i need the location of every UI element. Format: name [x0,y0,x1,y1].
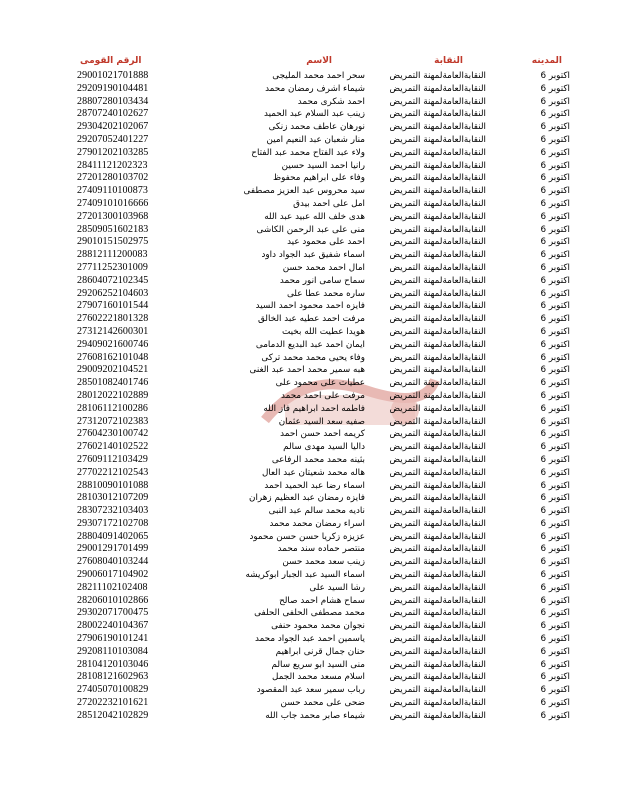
cell-national-id: 29010151502975 [77,236,149,248]
cell-city: اكتوبر 6 [540,429,570,440]
cell-union: النقابةالعامةلمهنة التمريض [389,454,486,465]
cell-national-id: 27405070100829 [77,684,149,696]
table-row [50,160,570,173]
cell-national-id: 28810090101088 [77,479,149,491]
cell-national-id: 27312142600301 [77,325,149,337]
table-row [50,288,570,301]
cell-union: النقابةالعامةلمهنة التمريض [389,326,486,337]
cell-union: النقابةالعامةلمهنة التمريض [389,237,486,248]
table-row [50,211,570,224]
cell-national-id: 27201280103702 [77,172,149,184]
cell-city: اكتوبر 6 [540,250,570,261]
cell-city: اكتوبر 6 [540,646,570,657]
cell-union: النقابةالعامةلمهنة التمريض [389,160,486,171]
table-row [50,300,570,313]
table-row [50,441,570,454]
cell-name: امل على احمد بيدق [293,198,365,209]
table-row [50,531,570,544]
cell-name: عطيات على محمود على [275,378,365,389]
cell-city: اكتوبر 6 [540,442,570,453]
cell-union: النقابةالعامةلمهنة التمريض [389,646,486,657]
cell-city: اكتوبر 6 [540,608,570,619]
cell-name: مرفت احمد عطيه عبد الخالق [257,314,365,325]
table-row [50,492,570,505]
cell-union: النقابةالعامةلمهنة التمريض [389,173,486,184]
cell-city: اكتوبر 6 [540,352,570,363]
cell-union: النقابةالعامةلمهنة التمريض [389,429,486,440]
cell-name: حنان جمال قرنى ابراهيم [275,646,365,657]
cell-name: ناديه محمد سالم عبد النبى [268,506,365,517]
cell-city: اكتوبر 6 [540,186,570,197]
table-row [50,710,570,723]
cell-name: اسماء رضا عبد الحميد احمد [264,480,365,491]
cell-union: النقابةالعامةلمهنة التمريض [389,570,486,581]
table-row [50,480,570,493]
cell-union: النقابةالعامةلمهنة التمريض [389,250,486,261]
cell-name: ضحى على محمد حسن [280,698,365,709]
cell-union: النقابةالعامةلمهنة التمريض [389,467,486,478]
cell-name: عزيزه زكريا حسن حسن محمود [249,531,365,542]
cell-national-id: 28307232103403 [77,505,149,517]
cell-union: النقابةالعامةلمهنة التمريض [389,96,486,107]
cell-national-id: 29009202104521 [77,364,149,376]
cell-name: اسماء شفيق عبد الجواد داود [261,250,365,261]
cell-national-id: 28604072102345 [77,274,149,286]
cell-city: اكتوبر 6 [540,685,570,696]
table-row [50,121,570,134]
cell-city: اكتوبر 6 [540,96,570,107]
table-row [50,505,570,518]
table-row [50,403,570,416]
cell-national-id: 27201300103968 [77,210,149,222]
table-row [50,556,570,569]
cell-name: رباب سمير سعد عبد المقصود [256,685,365,696]
cell-union: النقابةالعامةلمهنة التمريض [389,211,486,222]
table-row [50,582,570,595]
cell-national-id: 27609112103429 [77,453,149,465]
table-row [50,70,570,83]
cell-union: النقابةالعامةلمهنة التمريض [389,544,486,555]
cell-union: النقابةالعامةلمهنة التمريض [389,224,486,235]
cell-name: فاطمه احمد ابراهيم فاز الله [263,403,365,414]
table-row [50,543,570,556]
cell-name: كريمه احمد حسن احمد [280,429,365,440]
cell-city: اكتوبر 6 [540,710,570,721]
cell-national-id: 29001021701888 [77,70,149,81]
table-row [50,416,570,429]
cell-union: النقابةالعامةلمهنة التمريض [389,672,486,683]
cell-name: منى على عبد الرحمن الكاشى [256,224,365,235]
cell-name: احمد على محمود عيد [287,237,365,248]
cell-union: النقابةالعامةلمهنة التمريض [389,109,486,120]
cell-union: النقابةالعامةلمهنة التمريض [389,83,486,94]
cell-city: اكتوبر 6 [540,557,570,568]
table-row [50,313,570,326]
cell-national-id: 28411121202323 [77,159,148,171]
cell-union: النقابةالعامةلمهنة التمريض [389,403,486,414]
cell-name: منار شعبان عبد النعيم امين [266,134,365,145]
cell-national-id: 29307172102708 [77,517,149,529]
cell-city: اكتوبر 6 [540,467,570,478]
cell-union: النقابةالعامةلمهنة التمريض [389,480,486,491]
cell-national-id: 28807280103434 [77,95,149,107]
cell-national-id: 28812111200083 [77,249,148,261]
cell-name: اسراء رمضان محمد محمد [269,518,365,529]
cell-union: النقابةالعامةلمهنة التمريض [389,390,486,401]
cell-name: زينب عبد السلام عبد الحميد [263,109,365,120]
cell-city: اكتوبر 6 [540,326,570,337]
cell-name: ساره محمد عطا على [286,288,365,299]
cell-city: اكتوبر 6 [540,672,570,683]
cell-union: النقابةالعامةلمهنة التمريض [389,288,486,299]
cell-national-id: 28002240104367 [77,620,149,632]
header-name: الاسم [306,56,332,66]
cell-national-id: 27711252301009 [77,261,149,273]
cell-name: صفيه سعد السيد عثمان [278,416,365,427]
cell-city: اكتوبر 6 [540,544,570,555]
cell-city: اكتوبر 6 [540,403,570,414]
cell-city: اكتوبر 6 [540,570,570,581]
cell-union: النقابةالعامةلمهنة التمريض [389,198,486,209]
cell-national-id: 28512042102829 [77,709,149,721]
cell-union: النقابةالعامةلمهنة التمريض [389,378,486,389]
cell-city: اكتوبر 6 [540,493,570,504]
table-row [50,172,570,185]
cell-name: هاله محمد شعيتان عبد العال [261,467,365,478]
cell-union: النقابةالعامةلمهنة التمريض [389,608,486,619]
table-row [50,224,570,237]
cell-name: مرفت على احمد محمد [281,390,365,401]
cell-city: اكتوبر 6 [540,634,570,645]
cell-union: النقابةالعامةلمهنة التمريض [389,621,486,632]
table-row [50,390,570,403]
cell-national-id: 28104120103046 [77,658,149,670]
cell-national-id: 27312072102383 [77,415,149,427]
table-row [50,595,570,608]
cell-city: اكتوبر 6 [540,480,570,491]
cell-name: زينب سعد محمد حسن [282,557,365,568]
cell-name: ايمان احمد عبد البديع الدمامى [255,339,365,350]
cell-union: النقابةالعامةلمهنة التمريض [389,595,486,606]
cell-name: سيد محروس عبد العزيز مصطفى [243,186,365,197]
table-row [50,633,570,646]
cell-national-id: 29206252104603 [77,287,149,299]
cell-city: اكتوبر 6 [540,134,570,145]
table-row [50,83,570,96]
table-row [50,352,570,365]
cell-national-id: 27608040103244 [77,556,149,568]
cell-union: النقابةالعامةلمهنة التمريض [389,339,486,350]
cell-city: اكتوبر 6 [540,416,570,427]
cell-city: اكتوبر 6 [540,71,570,81]
cell-city: اكتوبر 6 [540,211,570,222]
cell-name: منتصر حماده سند محمد [277,544,365,555]
table-row [50,659,570,672]
cell-city: اكتوبر 6 [540,237,570,248]
cell-union: النقابةالعامةلمهنة التمريض [389,352,486,363]
table-row [50,569,570,582]
table-body [50,70,570,723]
cell-national-id: 28707240102627 [77,108,149,120]
member-table [50,56,570,723]
cell-union: النقابةالعامةلمهنة التمريض [389,365,486,376]
cell-national-id: 27409101016666 [77,197,149,209]
cell-name: سحر احمد محمد المليجى [272,71,365,81]
cell-union: النقابةالعامةلمهنة التمريض [389,301,486,312]
cell-city: اكتوبر 6 [540,506,570,517]
cell-city: اكتوبر 6 [540,621,570,632]
cell-union: النقابةالعامةلمهنة التمريض [389,557,486,568]
cell-name: نورهان عاطف محمد زنكى [268,122,365,133]
cell-national-id: 27602221801328 [77,313,149,325]
table-row [50,428,570,441]
cell-city: اكتوبر 6 [540,531,570,542]
cell-union: النقابةالعامةلمهنة التمريض [389,698,486,709]
table-row [50,236,570,249]
table-row [50,185,570,198]
table-row [50,671,570,684]
cell-union: النقابةالعامةلمهنة التمريض [389,186,486,197]
cell-city: اكتوبر 6 [540,454,570,465]
cell-national-id: 27409110100873 [77,185,149,197]
cell-national-id: 27604230100742 [77,428,149,440]
cell-national-id: 29001291701499 [77,543,149,555]
cell-union: النقابةالعامةلمهنة التمريض [389,275,486,286]
table-row [50,377,570,390]
cell-city: اكتوبر 6 [540,301,570,312]
table-row [50,262,570,275]
cell-name: منى السيد ابو سريع سالم [271,659,365,670]
cell-city: اكتوبر 6 [540,365,570,376]
cell-name: فايزه احمد محمود احمد السيد [255,301,365,312]
cell-name: هبه سمير محمد احمد عبد الغنى [249,365,365,376]
cell-national-id: 28103012107209 [77,492,149,504]
header-national-id: الرقم القومى [80,56,142,66]
cell-city: اكتوبر 6 [540,582,570,593]
cell-name: رانيا احمد السيد حسين [281,160,365,171]
header-city: المدينه [531,56,562,66]
cell-national-id: 27702212102543 [77,466,149,478]
cell-name: شيماء اشرف رمضان محمد [265,83,365,94]
cell-city: اكتوبر 6 [540,198,570,209]
cell-city: اكتوبر 6 [540,659,570,670]
cell-national-id: 28509051602183 [77,223,149,235]
cell-union: النقابةالعامةلمهنة التمريض [389,262,486,273]
cell-name: امال احمد محمد حسن [282,262,365,273]
cell-union: النقابةالعامةلمهنة التمريض [389,71,486,81]
cell-national-id: 28804091402065 [77,530,149,542]
cell-city: اكتوبر 6 [540,518,570,529]
cell-national-id: 28012022102889 [77,389,149,401]
header-union: النقابة [434,56,463,66]
cell-union: النقابةالعامةلمهنة التمريض [389,442,486,453]
cell-city: اكتوبر 6 [540,314,570,325]
cell-national-id: 29208110103084 [77,645,149,657]
table-row [50,607,570,620]
table-row [50,518,570,531]
cell-city: اكتوبر 6 [540,160,570,171]
table-row [50,198,570,211]
cell-national-id: 29302071700475 [77,607,149,619]
cell-union: النقابةالعامةلمهنة التمريض [389,314,486,325]
table-row [50,467,570,480]
cell-union: النقابةالعامةلمهنة التمريض [389,506,486,517]
cell-national-id: 27202232101621 [77,697,149,709]
cell-union: النقابةالعامةلمهنة التمريض [389,531,486,542]
cell-union: النقابةالعامةلمهنة التمريض [389,493,486,504]
cell-city: اكتوبر 6 [540,109,570,120]
cell-union: النقابةالعامةلمهنة التمريض [389,659,486,670]
cell-name: بثينه محمد محمد الرفاعى [271,454,365,465]
cell-name: اسلام مسعد محمد الجمل [272,672,365,683]
cell-city: اكتوبر 6 [540,83,570,94]
table-row [50,454,570,467]
cell-national-id: 28501082401746 [77,377,149,389]
cell-national-id: 28211102102408 [77,581,148,593]
table-row [50,697,570,710]
cell-city: اكتوبر 6 [540,288,570,299]
cell-national-id: 29207052401227 [77,133,149,145]
cell-national-id: 27901202103285 [77,146,149,158]
cell-union: النقابةالعامةلمهنة التمريض [389,134,486,145]
cell-national-id: 29006017104902 [77,569,149,581]
cell-city: اكتوبر 6 [540,698,570,709]
cell-union: النقابةالعامةلمهنة التمريض [389,518,486,529]
cell-union: النقابةالعامةلمهنة التمريض [389,685,486,696]
cell-city: اكتوبر 6 [540,275,570,286]
cell-national-id: 27907160101544 [77,300,149,312]
cell-name: داليا السيد مهدى سالم [283,442,365,453]
cell-name: ولاء عبد الفتاح محمد عبد الفتاح [251,147,365,158]
cell-national-id: 29304202102067 [77,121,149,133]
cell-union: النقابةالعامةلمهنة التمريض [389,416,486,427]
cell-national-id: 28108121602963 [77,671,149,683]
cell-name: وفاء يحيى محمد محمد تركى [261,352,365,363]
table-row [50,96,570,109]
table-row [50,134,570,147]
cell-city: اكتوبر 6 [540,378,570,389]
cell-national-id: 29409021600746 [77,338,149,350]
cell-name: سماح هشام احمد صالح [279,595,365,606]
cell-city: اكتوبر 6 [540,147,570,158]
table-row [50,684,570,697]
cell-name: رشا السيد على [309,582,365,593]
cell-national-id: 27906190101241 [77,633,149,645]
cell-name: فايزه رمضان عبد العظيم زهران [249,493,365,504]
cell-name: محمد مصطفى الحلفى الحلفى [254,608,365,619]
cell-city: اكتوبر 6 [540,122,570,133]
cell-name: شيماء صابر محمد جاب الله [265,710,365,721]
cell-union: النقابةالعامةلمهنة التمريض [389,147,486,158]
cell-name: نجوان محمد محمود حنفى [271,621,365,632]
cell-national-id: 28206010102866 [77,594,149,606]
cell-name: هويدا عطيت الله بخيت [281,326,365,337]
table-row [50,620,570,633]
table-row [50,147,570,160]
table-row [50,249,570,262]
cell-union: النقابةالعامةلمهنة التمريض [389,122,486,133]
cell-city: اكتوبر 6 [540,224,570,235]
cell-national-id: 29209190104481 [77,82,149,94]
cell-city: اكتوبر 6 [540,390,570,401]
cell-city: اكتوبر 6 [540,262,570,273]
cell-national-id: 27608162101048 [77,351,149,363]
table-row [50,275,570,288]
cell-national-id: 27602140102522 [77,441,149,453]
cell-union: النقابةالعامةلمهنة التمريض [389,582,486,593]
cell-name: ياسمين احمد عبد الجواد محمد [254,634,365,645]
cell-union: النقابةالعامةلمهنة التمريض [389,634,486,645]
table-row [50,339,570,352]
cell-city: اكتوبر 6 [540,173,570,184]
cell-name: اسماء السيد عبد الجبار ابوكريشه [245,570,365,581]
table-row [50,108,570,121]
cell-name: سماح سامى انور محمد [279,275,365,286]
table-row [50,646,570,659]
table-row [50,364,570,377]
table-header [50,56,570,70]
cell-name: وفاء على ابراهيم محفوظ [272,173,365,184]
table-row [50,326,570,339]
cell-union: النقابةالعامةلمهنة التمريض [389,710,486,721]
cell-name: احمد شكرى محمد [297,96,365,107]
cell-name: هدى خلف الله عبيد عبد الله [264,211,365,222]
cell-city: اكتوبر 6 [540,339,570,350]
cell-national-id: 28106112100286 [77,402,149,414]
cell-city: اكتوبر 6 [540,595,570,606]
